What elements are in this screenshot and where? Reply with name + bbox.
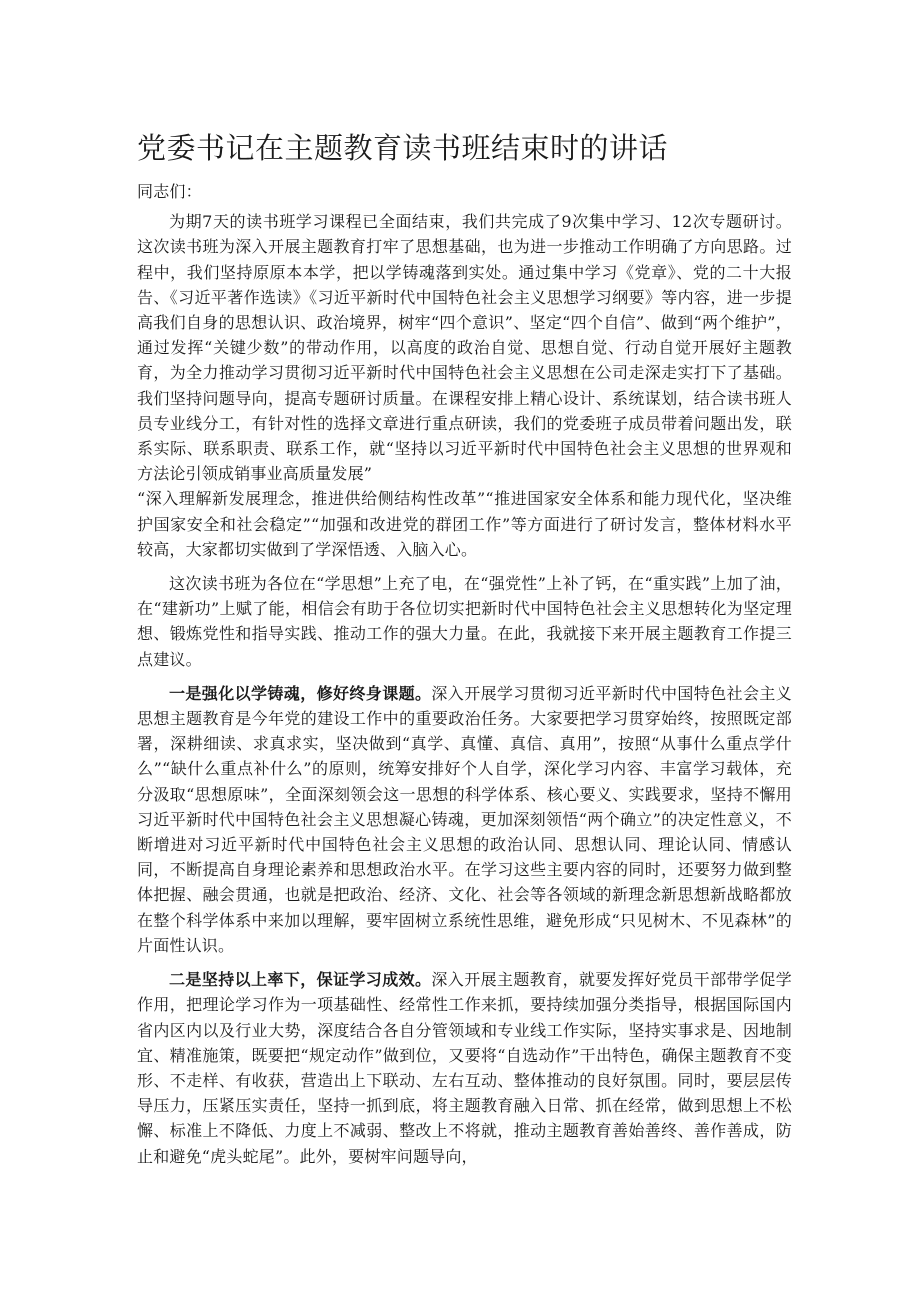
document-title: 党委书记在主题教育读书班结束时的讲话 (137, 131, 669, 165)
paragraph-2 (137, 486, 792, 562)
paragraph-4-text: 深入开展学习贯彻习近平新时代中国特色社会主义思想主题教育是今年党的建设工作中的重要政治任务。大家要把学习贯穿始终，按照既定部署，深耕细读、求真求实，坚决做到“真学、真懂、真信、真用”，按照“从事什么重点学什么”“缺什么重点补什么”的原则，统筹安排好个人自学，深化学习内容、丰富学习载体，充分汲取“思想原味”，全面深刻领会这一思想的科学体系、核心要义、实践要求，坚持不懈用习近平新时代中国特色社会主义思想凝心铸魂，更加深刻领悟“两个确立”的决定性意义，不断增进对习近平新时代中国特色社会主义思想的政治认同、思想认同、理论认同、情感认同，不断提高自身理论素养和思想政治水平。在学习这些主要内容的同时，还要努力做到整体把握、融会贯通，也就是把政治、经济、文化、社会等各领域的新理念新思想新战略都放在整个科学体系中来加以理解，要牢固树立系统性思维，避免形成“只见树木、不见森林”的片面性认识。 (137, 683, 793, 955)
paragraph-1 (137, 209, 792, 486)
document-body (137, 179, 792, 1169)
paragraph-5-lead: 二是坚持以上率下，保证学习成效。 (169, 970, 432, 990)
salutation: 同志们： (137, 182, 202, 201)
paragraph-1-text: 为期7天的读书班学习课程已全面结束，我们共完成了9次集中学习、12次专题研讨。这次读书班为深入开展主题教育打牢了思想基础，也为进一步推动工作明确了方向思路。过程中，我们坚持原原本本学，把以学铸魂落到实处。通过集中学习《党章》、党的二十大报告、《习近平著作选读》《习近平新时代中国特色社会主义思想学习纲要》等内容，进一步提高我们自身的思想认识、政治境界，树牢“四个意识”、坚定“四个自信”、做到“两个维护”，通过发挥“关键少数”的带动作用，以高度的政治自觉、思想自觉、行动自觉开展好主题教育，为全力推动学习贯彻习近平新时代中国特色社会主义思想在公司走深走实打下了基础。我们坚持问题导向，提高专题研讨质量。在课程安排上精心设计、系统谋划，结合读书班人员专业线分工，有针对性的选择文章进行重点研读，我们的党委班子成员带着问题出发，联系实际、联系职责、联系工作，就“坚持以习近平新时代中国特色社会主义思想的世界观和方法论引领成销事业高质量发展” (137, 212, 792, 484)
paragraph-3-text: 这次读书班为各位在“学思想”上充了电，在“强党性”上补了钙，在“重实践”上加了油，在“建新功”上赋了能，相信会有助于各位切实把新时代中国特色社会主义思想转化为坚定理想、锻炼党性和指导实践、推动工作的强大力量。在此，我就接下来开展主题教育工作提三点建议。 (137, 574, 792, 669)
paragraph-5-text: 深入开展主题教育，就要发挥好党员干部带学促学作用，把理论学习作为一项基础性、经常性工作来抓，要持续加强分类指导，根据国际国内省内区内以及行业大势，深度结合各自分管领域和专业线工作实际，坚持实事求是、因地制宜、精准施策，既要把“规定动作”做到位，又要将“自选动作”干出特色，确保主题教育不变形、不走样、有收获，营造出上下联动、左右互动、整体推动的良好氛围。同时，要层层传导压力，压紧压实责任，坚持一抓到底，将主题教育融入日常、抓在经常，做到思想上不松懈、标准上不降低、力度上不减弱、整改上不将就，推动主题教育善始善终、善作善成，防止和避免“虎头蛇尾”。此外，要树牢问题导向， (137, 970, 793, 1166)
paragraph-5 (137, 967, 792, 1169)
paragraph-4 (137, 681, 792, 958)
paragraph-3 (137, 571, 792, 672)
paragraph-4-lead: 一是强化以学铸魂，修好终身课题。 (169, 683, 432, 703)
paragraph-2-text: “深入理解新发展理念，推进供给侧结构性改革”“推进国家安全体系和能力现代化，坚决维护国家安全和社会稳定”“加强和改进党的群团工作”等方面进行了研讨发言，整体材料水平较高，大家都切实做到了学深悟透、入脑入心。 (137, 489, 792, 559)
